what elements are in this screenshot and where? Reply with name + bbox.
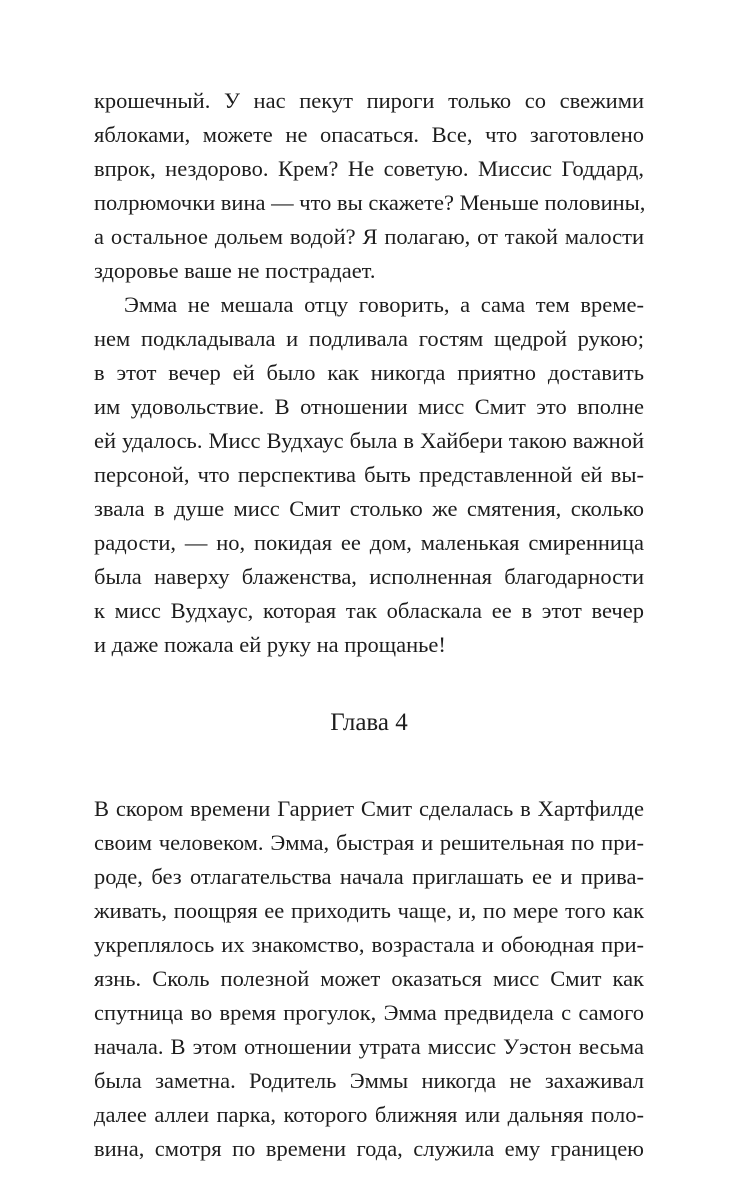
text-line: крошечный. У нас пекут пироги только со свежими	[94, 88, 644, 113]
text-line: начала. В этом отношении утрата миссис Уэстон весьма	[94, 1034, 644, 1059]
text-line: впрок, нездорово. Крем? Не советую. Миссис Годдард,	[94, 156, 644, 181]
text-line: В скором времени Гарриет Смит сделалась в Хартфилде	[94, 796, 644, 821]
book-page	[94, 84, 644, 1166]
text-line: язнь. Сколь полезной может оказаться мисс Смит как	[94, 966, 644, 991]
text-line: им удовольствие. В отношении мисс Смит это вполне	[94, 394, 644, 419]
text-line: к мисс Вудхаус, которая так обласкала ее в этот вечер	[94, 598, 644, 623]
text-line: персоной, что перспектива быть представленной ей вы-	[94, 462, 644, 487]
text-line: вина, смотря по времени года, служила ему границею	[94, 1136, 644, 1161]
text-line: и даже пожала ей руку на прощанье!	[94, 632, 446, 657]
text-line: ей удалось. Мисс Вудхаус была в Хайбери такою важной	[94, 428, 644, 453]
text-line: а остальное дольем водой? Я полагаю, от такой малости	[94, 224, 644, 249]
text-line: яблоками, можете не опасаться. Все, что заготовлено	[94, 122, 644, 147]
text-line: спутница во время прогулок, Эмма предвидела с самого	[94, 1000, 644, 1025]
paragraph-2	[94, 288, 644, 662]
text-line: роде, без отлагательства начала приглашать ее и прива-	[94, 864, 644, 889]
paragraph-3	[94, 792, 644, 1166]
text-line: здоровье ваше не пострадает.	[94, 258, 376, 283]
chapter-heading: Глава 4	[330, 709, 408, 736]
text-line: далее аллеи парка, которого ближняя или дальняя поло-	[94, 1102, 644, 1127]
text-line: живать, поощряя ее приходить чаще, и, по мере того как	[94, 898, 644, 923]
text-line: полрюмочки вина — что вы скажете? Меньше половины,	[94, 190, 646, 215]
text-line: нем подкладывала и подливала гостям щедрой рукою;	[94, 326, 644, 351]
text-line: звала в душе мисс Смит столько же смятения, сколько	[94, 496, 644, 521]
text-line: Эмма не мешала отцу говорить, а сама тем време-	[124, 292, 644, 317]
text-line: своим человеком. Эмма, быстрая и решительная по при-	[94, 830, 644, 855]
text-line: в этот вечер ей было как никогда приятно доставить	[94, 360, 644, 385]
text-line: была заметна. Родитель Эммы никогда не захаживал	[94, 1068, 644, 1093]
text-line: радости, — но, покидая ее дом, маленькая смиренница	[94, 530, 644, 555]
paragraph-1	[94, 84, 644, 288]
text-line: была наверху блаженства, исполненная благодарности	[94, 564, 644, 589]
text-line: укреплялось их знакомство, возрастала и обоюдная при-	[94, 932, 644, 957]
